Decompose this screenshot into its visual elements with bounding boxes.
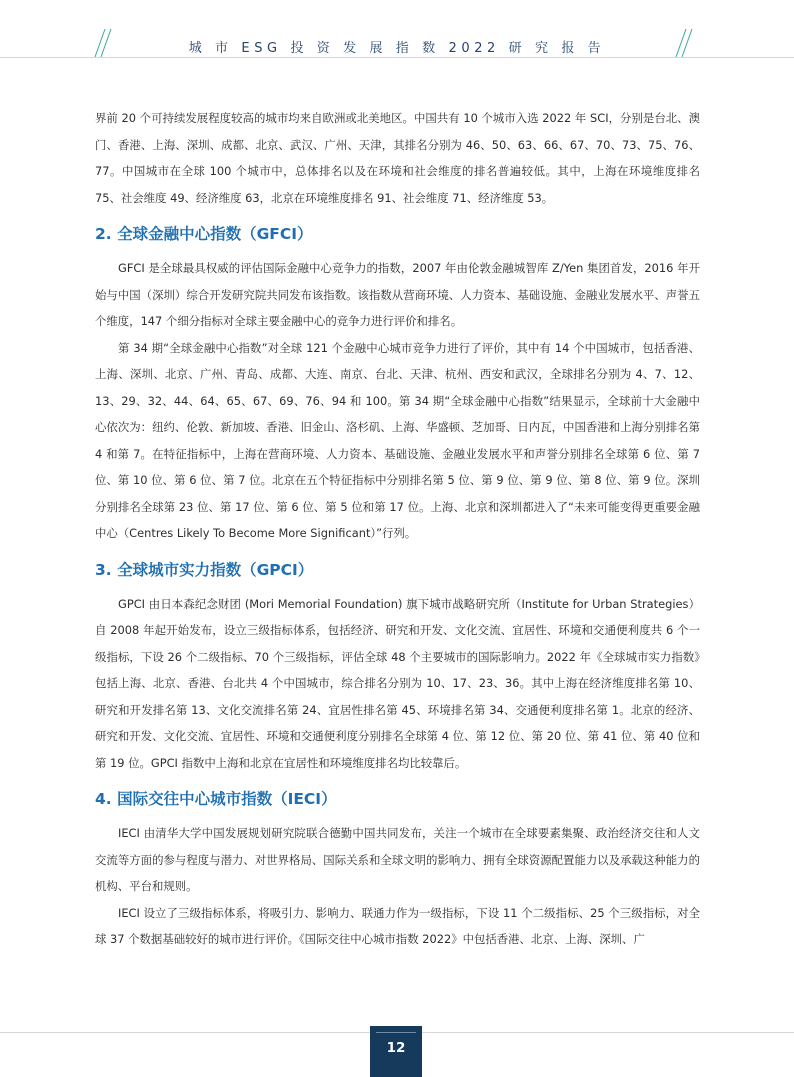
section-heading-gfci: 2. 全球金融中心指数（GFCI） xyxy=(95,225,313,243)
double-slash-icon-right xyxy=(674,28,698,58)
page-header xyxy=(0,0,794,58)
ieci-paragraph-2: IECI 设立了三级指标体系，将吸引力、影响力、联通力作为一级指标，下设 11 个二级指标、25 个三级指标，对全球 37 个数据基础较好的城市进行评价。《国际交往中心城市指数 2022》中包括香港、北京、上海、深圳、广 xyxy=(95,905,700,946)
ieci-paragraph-1: IECI 由清华大学中国发展规划研究院联合德勤中国共同发布，关注一个城市在全球要素集聚、政治经济交往和人文交流等方面的参与程度与潜力、对世界格局、国际关系和全球文明的影响力、拥有全球资源配置能力以及承载这种能力的机构、平台和规则。 xyxy=(95,826,700,893)
section-heading-ieci: 4. 国际交往中心城市指数（IECI） xyxy=(95,790,337,808)
intro-paragraph: 界前 20 个可持续发展程度较高的城市均来自欧洲或北美地区。中国共有 10 个城市入选 2022 年 SCI，分别是台北、澳门、香港、上海、深圳、成都、北京、武汉、广州、天津，其排名分别为 46、50、63、66、67、70、73、75、76、77。中国城市在全球 100 个城市中，总体排名以及在环境和社会维度的排名普遍较低。其中，上海在环境维度排名 75、社会维度 49、经济维度 63，北京在环境维度排名 91、社会维度 71、经济维度 53。 xyxy=(95,111,700,205)
section-heading-gpci: 3. 全球城市实力指数（GPCI） xyxy=(95,560,314,579)
header-divider xyxy=(0,57,794,58)
report-title: 城 市 ESG 投 资 发 展 指 数 2022 研 究 报 告 xyxy=(188,41,606,56)
page-number: 12 xyxy=(386,1040,406,1056)
gfci-paragraph-2: 第 34 期“全球金融中心指数”对全球 121 个金融中心城市竞争力进行了评价，其中有 14 个中国城市，包括香港、上海、深圳、北京、广州、青岛、成都、大连、南京、台北、天津、杭州、西安和武汉，全球排名分别为 4、7、12、13、29、32、44、64、65、67、69、76、94 和 100。第 34 期“全球金融中心指数”结果显示，全球前十大金融中心依次为：纽约、伦敦、新加坡、香港、旧金山、洛杉矶、上海、华盛顿、芝加哥、日内瓦，中国香港和上海分别排名第 4 和第 7。在特征指标中，上海在营商环境、人力资本、基础设施、金融业发展水平和声誉分别排名全球第 6 位、第 7 位、第 10 位、第 6 位、第 7 位。北京在五个特征指标中分别排名第 5 位、第 9 位、第 9 位、第 8 位、第 9 位。深圳分别排名全球第 23 位、第 17 位、第 6 位、第 5 位和第 17 位。上海、北京和深圳都进入了“未来可能变得更重要金融中心（Centres Likely To Become More Significant）”行列。 xyxy=(95,340,700,540)
gpci-paragraph-1: GPCI 由日本森纪念财团 (Mori Memorial Foundation) 旗下城市战略研究所（Institute for Urban Strategies）自 2008 年起开始发布，设立三级指标体系，包括经济、研究和开发、文化交流、宜居性、环境和交通便利度共 6 个一级指标，下设 26 个二级指标、70 个三级指标，评估全球 48 个主要城市的国际影响力。2022 年《全球城市实力指数》包括上海、北京、香港、台北共 4 个中国城市，综合排名分别为 10、17、23、36。其中上海在经济维度排名第 10、研究和开发排名第 13、文化交流排名第 24、宜居性排名第 45、环境排名第 34、交通便利度排名第 1。北京的经济、研究和开发、文化交流、宜居性、环境和交通便利度分别排名全球第 4 位、第 12 位、第 20 位、第 41 位、第 40 位和第 19 位。GPCI 指数中上海和北京在宜居性和环境维度排名均比较靠后。 xyxy=(95,596,700,770)
page-number-box xyxy=(370,1026,422,1077)
gfci-paragraph-1: GFCI 是全球最具权威的评估国际金融中心竞争力的指数，2007 年由伦敦金融城智库 Z/Yen 集团首发，2016 年开始与中国（深圳）综合开发研究院共同发布该指数。该指数从营商环境、人力资本、基础设施、金融业发展水平、声誉五个维度，147 个细分指标对全球主要金融中心的竞争力进行评价和排名。 xyxy=(95,261,700,328)
page-body xyxy=(95,105,700,953)
page-box-accent-line xyxy=(376,1032,416,1033)
